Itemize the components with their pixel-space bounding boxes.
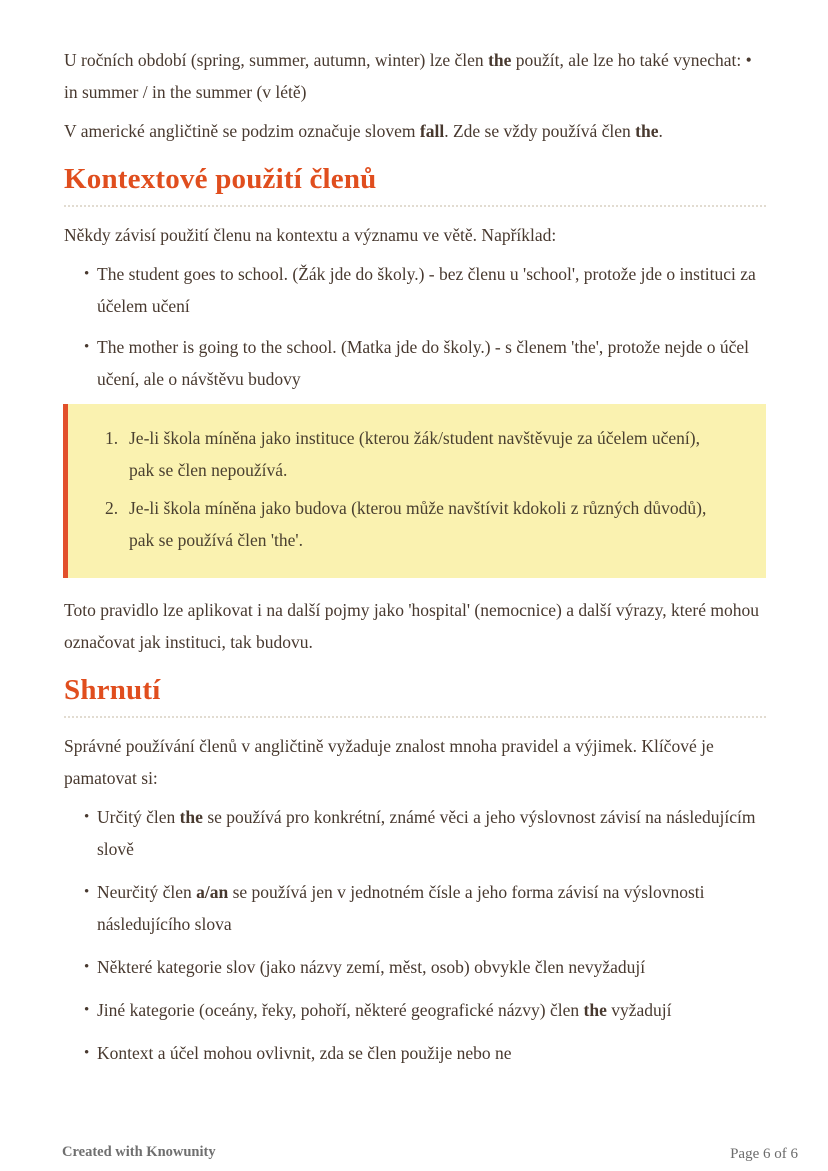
bold-term-the: the [179, 807, 203, 827]
highlight-note-box [63, 404, 766, 578]
list-item-text [97, 1037, 766, 1069]
text-segment: použít, ale lze ho také vynechat: • in summer / in the summer (v létě) [64, 50, 752, 102]
list-item-text [97, 876, 766, 940]
bullet-icon: • [84, 266, 90, 282]
text-segment: V americké angličtině se podzim označuje slovem [64, 121, 420, 141]
list-item-text [97, 801, 766, 865]
context-outro-paragraph: Toto pravidlo lze aplikovat i na další pojmy jako 'hospital' (nemocnice) a další výrazy, které mohou označovat jak instituci, tak budovu. [64, 600, 760, 652]
bullet-icon: • [84, 1045, 90, 1061]
list-item [84, 876, 766, 940]
list-item [84, 258, 766, 322]
list-item [84, 1037, 766, 1069]
text-segment: Kontext a účel mohou ovlivnit, zda se člen použije nebo ne [97, 1043, 512, 1063]
bold-term-the: the [635, 121, 659, 141]
page-content [64, 44, 766, 1080]
list-item-text: The mother is going to the school. (Matka jde do školy.) - s členem 'the', protože nejde o účel učení, ale o návštěvu budovy [97, 337, 750, 389]
list-item-text: The student goes to school. (Žák jde do školy.) - bez členu u 'school', protože jde o instituci za účelem učení [97, 264, 756, 316]
summary-bullet-list [64, 801, 766, 1069]
footer-branding: Created with Knowunity [62, 1144, 216, 1160]
text-segment: Určitý člen [97, 807, 180, 827]
list-number: 1. [105, 428, 119, 448]
intro-paragraph-fall [64, 115, 766, 147]
bold-term-a-an: a/an [196, 882, 229, 902]
note-item-text: Je-li škola míněna jako budova (kterou může navštívit kdokoli z různých důvodů), pak se používá člen 'the'. [129, 498, 707, 550]
list-item-text [97, 994, 766, 1026]
bullet-icon: • [84, 959, 90, 975]
text-segment: se používá pro konkrétní, známé věci a jeho výslovnost závisí na následujícím slově [97, 807, 756, 859]
context-bullet-list [64, 258, 766, 395]
bullet-icon: • [84, 339, 90, 355]
context-intro-paragraph: Někdy závisí použití členu na kontextu a významu ve větě. Například: [64, 225, 557, 245]
note-list-item [105, 492, 726, 556]
bullet-icon: • [84, 1002, 90, 1018]
note-item-text: Je-li škola míněna jako instituce (kterou žák/student navštěvuje za účelem učení), pak se člen nepoužívá. [129, 428, 700, 480]
section-heading-context: Kontextové použití členů [64, 161, 766, 207]
footer-page-number: Page 6 of 6 [730, 1146, 798, 1162]
text-segment: . [658, 121, 663, 141]
note-numbered-list [105, 422, 726, 556]
list-number: 2. [105, 498, 119, 518]
bullet-icon: • [84, 809, 90, 825]
bold-term-fall: fall [419, 121, 445, 141]
text-segment: Neurčitý člen [97, 882, 197, 902]
text-segment: . Zde se vždy používá člen [444, 121, 636, 141]
note-list-item [105, 422, 726, 486]
bold-term-the: the [488, 50, 512, 70]
text-segment: se používá jen v jednotném čísle a jeho forma závisí na výslovnosti následujícího slova [97, 882, 705, 934]
bold-term-the: the [583, 1000, 607, 1020]
list-item [84, 331, 766, 395]
list-item-text [97, 951, 766, 983]
text-segment: Jiné kategorie (oceány, řeky, pohoří, některé geografické názvy) člen [97, 1000, 584, 1020]
text-segment: Některé kategorie slov (jako názvy zemí, měst, osob) obvykle člen nevyžadují [97, 957, 646, 977]
intro-paragraph-seasons [64, 44, 766, 108]
list-item [84, 801, 766, 865]
text-segment: U ročních období (spring, summer, autumn, winter) lze člen [64, 50, 489, 70]
bullet-icon: • [84, 884, 90, 900]
list-item [84, 994, 766, 1026]
text-segment: vyžadují [606, 1000, 672, 1020]
list-item [84, 951, 766, 983]
section-heading-summary: Shrnutí [64, 672, 766, 718]
summary-intro-paragraph: Správné používání členů v angličtině vyžaduje znalost mnoha pravidel a výjimek. Klíčové je pamatovat si: [64, 736, 714, 788]
